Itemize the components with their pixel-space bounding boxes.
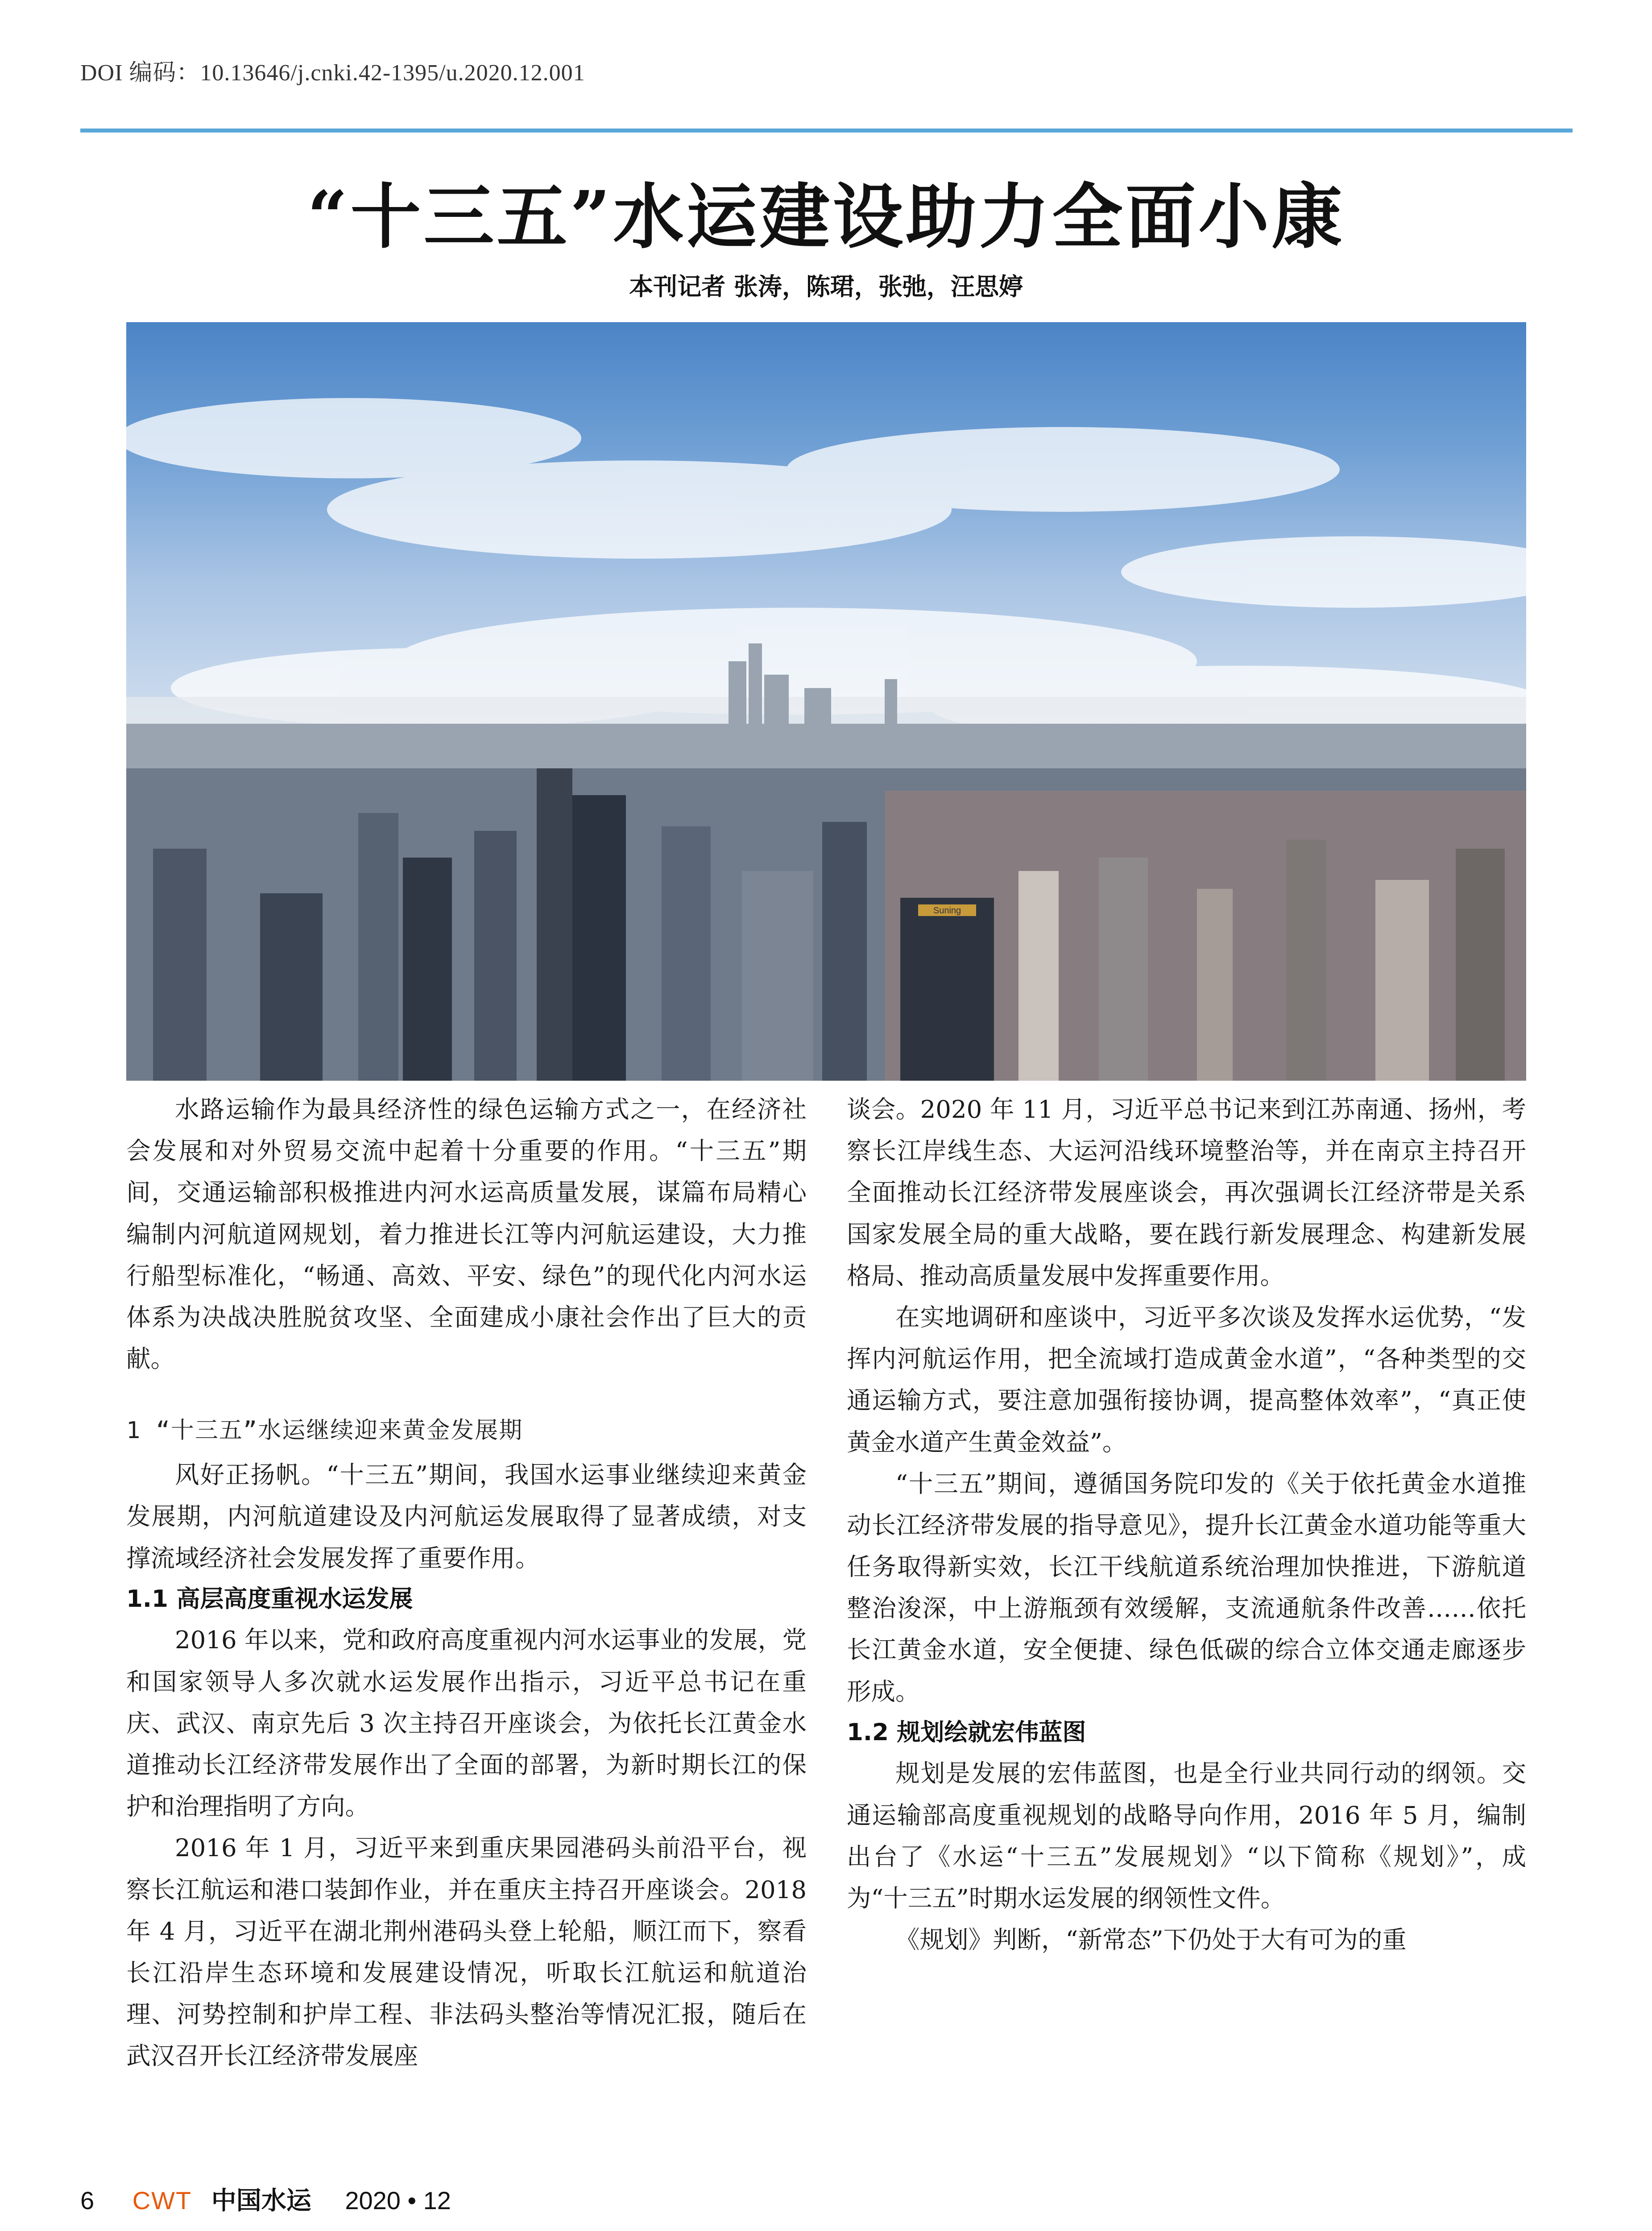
page-number: 6 — [80, 2186, 95, 2214]
right-paragraph-2: 在实地调研和座谈中，习近平多次谈及发挥水运优势，“发挥内河航运作用，把全流域打造成黄金水道”，“各种类型的交通运输方式，要注意加强衔接协调，提高整体效率”，“真正使黄金水道产生黄金效益”。 — [847, 1302, 1526, 1456]
header-rule — [80, 129, 1573, 133]
page-footer — [80, 2181, 451, 2217]
subsection-1-1-heading: 1.1 高层高度重视水运发展 — [126, 1585, 413, 1613]
tower-sign: Suning — [933, 906, 961, 916]
article-title: “十三五”水运建设助力全面小康 — [307, 176, 1345, 258]
right-paragraph-5: 《规划》判断，“新常态”下仍处于大有可为的重 — [895, 1925, 1407, 1954]
right-paragraph-3: “十三五”期间，遵循国务院印发的《关于依托黄金水道推动长江经济带发展的指导意见》，提升长江黄金水道功能等重大任务取得新实效，长江干线航道系统治理加快推进，下游航道整治浚深，中上游瓶颈有效缓解，支流通航条件改善……依托长江黄金水道，安全便捷、绿色低碳的综合立体交通走廊逐步形成。 — [847, 1469, 1526, 1706]
right-column — [847, 1089, 1526, 1961]
section-1-paragraph: 风好正扬帆。“十三五”期间，我国水运事业继续迎来黄金发展期，内河航道建设及内河航运发展取得了显著成绩，对支撑流域经济社会发展发挥了重要作用。 — [126, 1460, 807, 1572]
right-paragraph-4: 规划是发展的宏伟蓝图，也是全行业共同行动的纲领。交通运输部高度重视规划的战略导向作用，2016 年 5 月，编制出台了《水运“十三五”发展规划》“以下简称《规划》”，成为“十三五”时期水运发展的纲领性文件。 — [847, 1759, 1526, 1912]
city-skyline-photo — [126, 322, 1526, 1081]
doi-line: DOI 编码：10.13646/j.cnki.42-1395/u.2020.12.001 — [80, 60, 585, 86]
article-authors: 本刊记者 张涛，陈珺，张弛，汪思婷 — [629, 273, 1023, 301]
intro-paragraph: 水路运输作为最具经济性的绿色运输方式之一，在经济社会发展和对外贸易交流中起着十分重要的作用。“十三五”期间，交通运输部积极推进内河水运高质量发展，谋篇布局精心编制内河航道网规划，着力推进长江等内河航运建设，大力推行船型标准化，“畅通、高效、平安、绿色”的现代化内河水运体系为决战决胜脱贫攻坚、全面建成小康社会作出了巨大的贡献。 — [126, 1095, 807, 1373]
skyline-illustration — [126, 322, 1526, 1081]
subsection-1-1-paragraph-1: 2016 年以来，党和政府高度重视内河水运事业的发展，党和国家领导人多次就水运发展作出指示，习近平总书记在重庆、武汉、南京先后 3 次主持召开座谈会，为依托长江黄金水道推动长江经济带发展作出了全面的部署，为新时期长江的保护和治理指明了方向。 — [126, 1626, 807, 1821]
left-column — [126, 1089, 807, 2077]
subsection-1-1-paragraph-2: 2016 年 1 月，习近平来到重庆果园港码头前沿平台，视察长江航运和港口装卸作业，并在重庆主持召开座谈会。2018 年 4 月，习近平在湖北荆州港码头登上轮船，顺江而下，察看长江沿岸生态环境和发展建设情况，听取长江航运和航道治理、河势控制和护岸工程、非法码头整治等情况汇报，随后在武汉召开长江经济带发展座 — [126, 1833, 807, 2070]
brand-logo: CWT — [132, 2186, 192, 2214]
subsection-1-2-heading: 1.2 规划绘就宏伟蓝图 — [847, 1718, 1086, 1746]
magazine-name: 中国水运 — [211, 2186, 311, 2215]
continued-paragraph: 谈会。2020 年 11 月，习近平总书记来到江苏南通、扬州，考察长江岸线生态、大运河沿线环境整治等，并在南京主持召开全面推动长江经济带发展座谈会，再次强调长江经济带是关系国家发展全局的重大战略，要在践行新发展理念、构建新发展格局、推动高质量发展中发挥重要作用。 — [847, 1095, 1526, 1290]
section-1-heading: 1 “十三五”水运继续迎来黄金发展期 — [126, 1417, 523, 1444]
issue-label: 2020 • 12 — [345, 2186, 451, 2214]
